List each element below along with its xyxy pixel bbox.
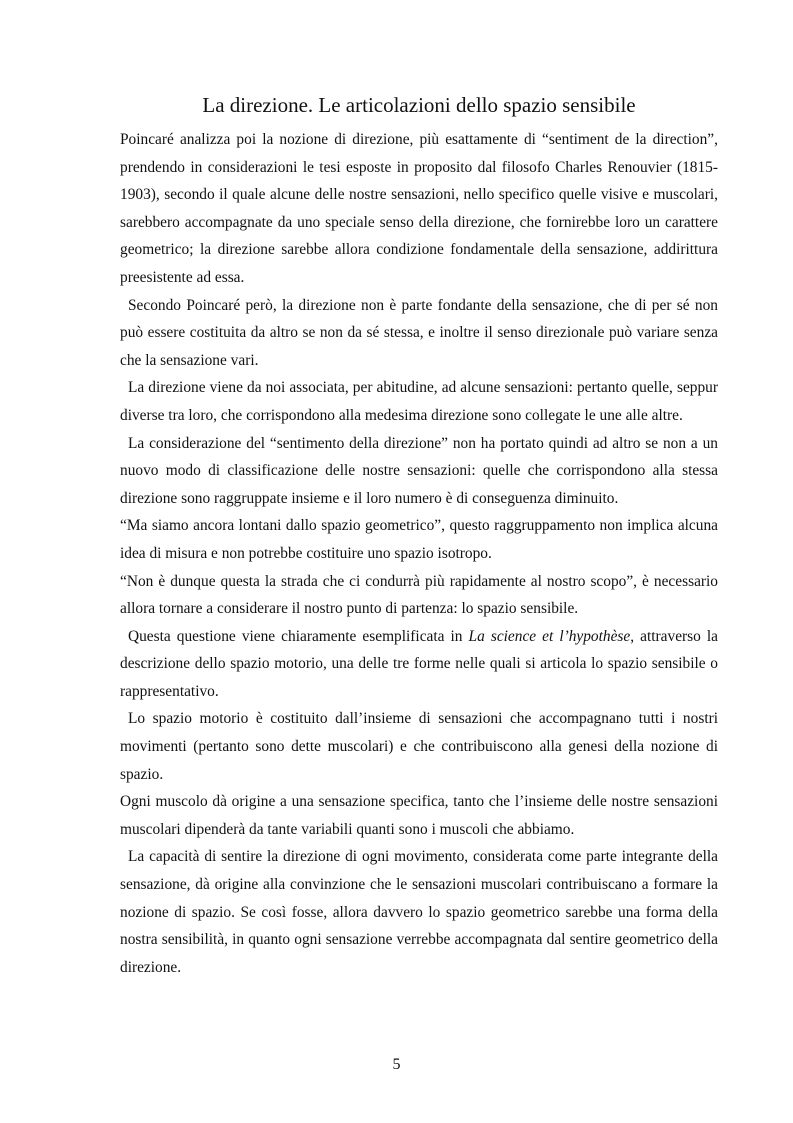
paragraph-9: Ogni muscolo dà origine a una sensazione specifica, tanto che l’insieme delle nostre sensazioni muscolari dipenderà da tante variabili quanti sono i muscoli che abbiamo. [120, 793, 718, 838]
page-number: 5 [392, 1056, 401, 1073]
paragraph-2: Secondo Poincaré però, la direzione non è parte fondante della sensazione, che di per sé non può essere costituita da altro se non da sé stessa, e inoltre il senso direzionale può variare senza che la sensazione vari. [120, 296, 718, 369]
paragraph-7-text-before: Questa questione viene chiaramente esemplificata in [128, 627, 469, 645]
paragraph-10: La capacità di sentire la direzione di ogni movimento, considerata come parte integrante della sensazione, dà origine alla convinzione che le sensazioni muscolari contribuiscano a formare la nozione di spazio. Se così fosse, allora davvero lo spazio geometrico sarebbe una forma della nostra sensibilità, in quanto ogni sensazione verrebbe accompagnata dal sentire geometrico della direzione. [120, 848, 718, 976]
paragraph-5: “Ma siamo ancora lontani dallo spazio geometrico”, questo raggruppamento non implica alcuna idea di misura e non potrebbe costituire uno spazio isotropo. [120, 517, 718, 562]
section-heading: La direzione. Le articolazioni dello spazio sensibile [202, 93, 636, 117]
paragraph-8: Lo spazio motorio è costituito dall’insieme di sensazioni che accompagnano tutti i nostri movimenti (pertanto sono dette muscolari) e che contribuiscono alla genesi della nozione di spazio. [120, 710, 718, 783]
paragraph-4: La considerazione del “sentimento della direzione” non ha portato quindi ad altro se non a un nuovo modo di classificazione delle nostre sensazioni: quelle che corrispondono alla stessa direzione sono raggruppate insieme e il loro numero è di conseguenza diminuito. [120, 434, 718, 507]
paragraph-1: Poincaré analizza poi la nozione di direzione, più esattamente di “sentiment de la direction”, prendendo in considerazioni le tesi esposte in proposito dal filosofo Charles Renouvier (1815-1903), secondo il quale alcune delle nostre sensazioni, nello specifico quelle visive e muscolari, sarebbero accompagnate da uno speciale senso della direzione, che fornirebbe loro un carattere geometrico; la direzione sarebbe allora condizione fondamentale della sensazione, addirittura preesistente ad essa. [120, 131, 718, 286]
body-text [120, 126, 718, 981]
paragraph-3: La direzione viene da noi associata, per abitudine, ad alcune sensazioni: pertanto quelle, seppur diverse tra loro, che corrispondono alla medesima direzione sono collegate le une alle altre. [120, 379, 718, 424]
book-title: La science et l’hypothèse [468, 627, 631, 645]
paragraph-7 [120, 623, 718, 706]
paragraph-6: “Non è dunque questa la strada che ci condurrà più rapidamente al nostro scopo”, è necessario allora tornare a considerare il nostro punto di partenza: lo spazio sensibile. [120, 572, 718, 618]
paragraph-7-text-after: , attraverso la descrizione dello spazio motorio, una delle tre forme nelle quali si articola lo spazio sensibile o rappresentativo. [120, 627, 718, 700]
